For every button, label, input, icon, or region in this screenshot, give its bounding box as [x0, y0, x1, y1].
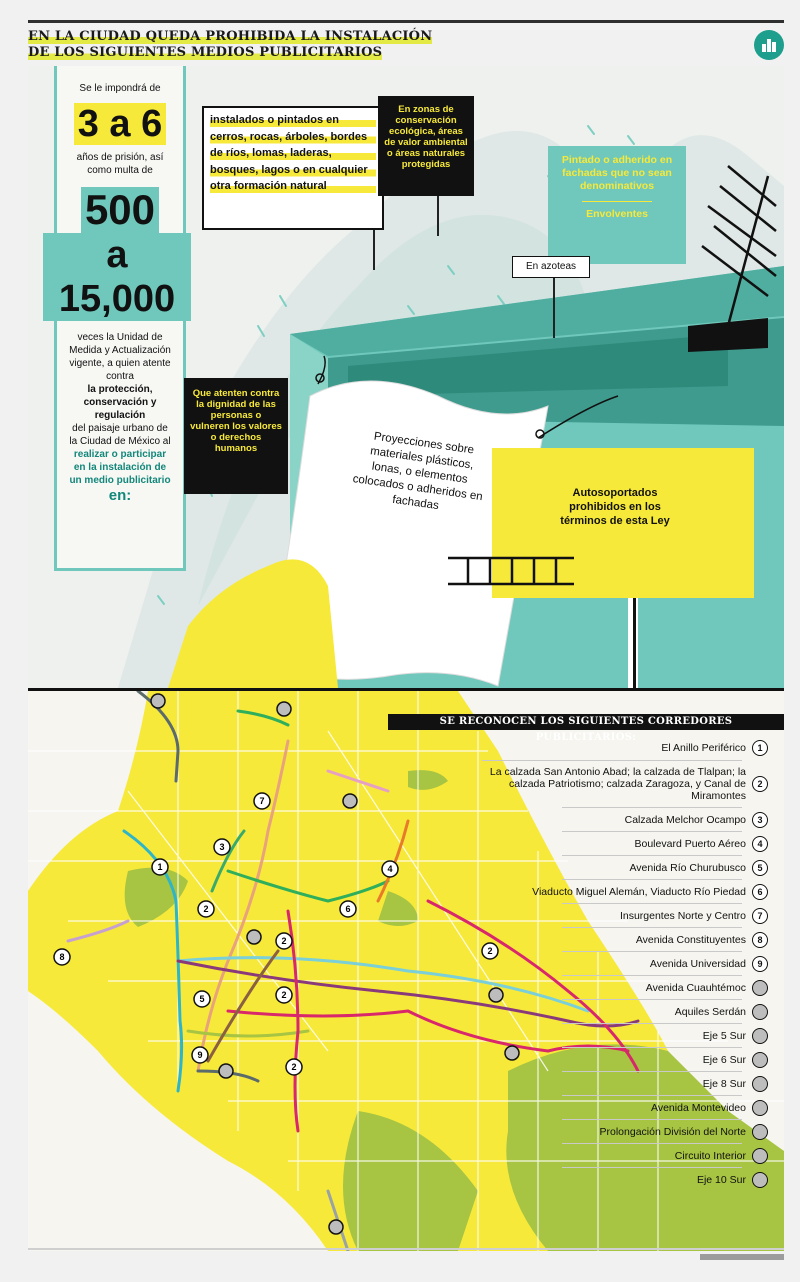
legend-item-label: Viaducto Miguel Alemán, Viaducto Río Piedad	[532, 886, 746, 898]
legend-divider	[562, 927, 742, 928]
legend-item-label: Eje 10 Sur	[696, 1174, 746, 1186]
legend-item	[625, 812, 768, 828]
sign-pole	[437, 196, 439, 236]
legend-item-label: Insurgentes Norte y Centro	[619, 910, 746, 922]
map-badge-9	[192, 1047, 208, 1063]
legend-divider	[562, 1047, 742, 1048]
map-badge-label: 2	[281, 936, 287, 946]
legend-item-label: Avenida Constituyentes	[635, 934, 746, 946]
legend-item-badge: 8	[752, 932, 768, 948]
map-badge-label: 7	[259, 796, 265, 806]
self-supported-sign: Autosoportados prohibidos en los términos de esta Ley	[560, 487, 670, 527]
legend-item-badge	[752, 1004, 768, 1020]
legend-item-label: Avenida Universidad	[649, 958, 746, 970]
map-badge-2	[198, 901, 214, 917]
legend-item-label: Avenida Río Churubusco	[629, 862, 746, 874]
fine-max: a 15,000	[43, 233, 191, 321]
map-badge-6	[340, 901, 356, 917]
legend-item-badge: 1	[752, 740, 768, 756]
legend-item-badge	[752, 1148, 768, 1164]
projections-sign: Proyecciones sobre materiales plásticos, lonas, o elementos colocados o adheridos en fachadas	[351, 430, 484, 513]
legend-item-badge	[752, 1124, 768, 1140]
legend-item	[600, 1124, 769, 1140]
bar-chart-icon	[754, 30, 784, 60]
map-badge-8	[54, 949, 70, 965]
protection-text: la protección, conservación y regulación	[83, 384, 157, 421]
legend-divider	[562, 1095, 742, 1096]
envelopes-text: Envolventes	[586, 208, 648, 220]
fine-min: 500	[81, 187, 159, 233]
map-badge-2	[276, 933, 292, 949]
legend-item-badge	[752, 1100, 768, 1116]
legend-divider	[562, 1119, 742, 1120]
legend-item-label: Aquiles Serdán	[674, 1006, 746, 1018]
map-badge-label: 1	[157, 862, 163, 872]
sign-pole	[553, 278, 555, 338]
legend-item	[675, 1004, 768, 1020]
map-badge-2	[482, 943, 498, 959]
legend-item	[486, 766, 768, 802]
legend-item-badge	[752, 1052, 768, 1068]
legend-divider	[482, 760, 742, 761]
legend-item	[703, 1028, 768, 1044]
map-badge-4	[382, 861, 398, 877]
legend-item-badge: 2	[752, 776, 768, 792]
map-badge-label: 8	[59, 952, 65, 962]
legend-item-label: El Anillo Periférico	[661, 742, 746, 754]
legend-item	[651, 1100, 768, 1116]
legend-divider	[562, 855, 742, 856]
map-badge-3	[214, 839, 230, 855]
legend-divider	[562, 1143, 742, 1144]
intro-text: Se le impondrá de	[79, 83, 161, 94]
title-line-2: DE LOS SIGUIENTES MEDIOS PUBLICITARIOS	[28, 45, 383, 60]
header	[28, 20, 784, 68]
legend-item	[703, 1052, 768, 1068]
map-badge-7	[254, 793, 270, 809]
legend-item-badge: 7	[752, 908, 768, 924]
map-badge-label: 4	[387, 864, 393, 874]
map-badge-2	[276, 987, 292, 1003]
map-badge-label: 2	[291, 1062, 297, 1072]
urban-text: del paisaje urbano de la Ciudad de México al	[69, 423, 171, 447]
sign-pole	[373, 230, 375, 270]
natural-formations-text: instalados o pintados en cerros, rocas, árboles, bordes de ríos, lomas, laderas, bosques, lagos o en cualquier otra formación natural	[210, 112, 376, 195]
map-badge-label: 5	[199, 994, 205, 1004]
legend-divider	[562, 1071, 742, 1072]
legend-item-badge: 3	[752, 812, 768, 828]
legend-divider	[562, 831, 742, 832]
legend-divider	[562, 975, 742, 976]
legend-item-badge	[752, 1028, 768, 1044]
legend-item	[650, 956, 768, 972]
scroll-indicator[interactable]	[700, 1254, 784, 1260]
legend-item	[646, 980, 768, 996]
legend-item-label: Eje 5 Sur	[702, 1030, 746, 1042]
legend-item-badge: 4	[752, 836, 768, 852]
legend-item-label: Avenida Montevideo	[651, 1102, 746, 1114]
legend-item	[532, 884, 768, 900]
legend-item-label: Eje 6 Sur	[702, 1054, 746, 1066]
legend-divider	[562, 903, 742, 904]
map-badge-2	[286, 1059, 302, 1075]
map-badge-label: 2	[281, 990, 287, 1000]
legend-item-label: La calzada San Antonio Abad; la calzada de Tlalpan; la calzada Patriotismo; calzada Zaragoza, y Canal de Miramontes	[489, 766, 746, 802]
legend-item-badge	[752, 980, 768, 996]
title-line-1: EN LA CIUDAD QUEDA PROHIBIDA LA INSTALACIÓN	[28, 29, 433, 44]
conservation-sign: En zonas de conservación ecológica, áreas de valor ambiental o áreas naturales protegidas	[378, 96, 474, 196]
en-text: en:	[108, 487, 132, 504]
legend-item-label: Eje 8 Sur	[702, 1078, 746, 1090]
legend-item	[636, 932, 768, 948]
sentence-panel	[54, 66, 186, 571]
legend-item	[661, 740, 768, 756]
years-range: 3 a 6	[74, 103, 167, 145]
legend-item	[697, 1172, 768, 1188]
map-badge-label: 2	[203, 904, 209, 914]
legend-item	[635, 836, 769, 852]
map-badge-label: 6	[345, 904, 351, 914]
legend-divider	[562, 951, 742, 952]
natural-formations-sign	[202, 106, 384, 230]
legend-item	[620, 908, 768, 924]
dignity-sign: Que atenten contra la dignidad de las personas o vulneren los valores o derechos humanos	[184, 378, 288, 494]
legend-title: SE RECONOCEN LOS SIGUIENTES CORREDORES PUBLICITARIOS:	[388, 714, 784, 730]
years-text: años de prisión, así como multa de	[76, 152, 164, 176]
legend-divider	[562, 879, 742, 880]
facades-sign	[548, 146, 686, 264]
legend-item-label: Calzada Melchor Ocampo	[624, 814, 746, 826]
legend-item-badge: 5	[752, 860, 768, 876]
legend-item	[703, 1076, 768, 1092]
map-badge-1	[152, 859, 168, 875]
footer-divider	[28, 1248, 784, 1250]
facades-text: Pintado o adherido en fachadas que no sean denominativos	[561, 154, 673, 192]
map-badge-5	[194, 991, 210, 1007]
legend-divider	[562, 999, 742, 1000]
legend-item-label: Prolongación División del Norte	[599, 1126, 746, 1138]
legend-divider	[562, 807, 742, 808]
action-text: realizar o participar en la instalación de un medio publicitario	[69, 449, 171, 486]
map-badge-label: 9	[197, 1050, 203, 1060]
rooftops-sign: En azoteas	[512, 256, 590, 278]
legend-item-label: Circuito Interior	[674, 1150, 746, 1162]
map-badge-label: 2	[487, 946, 493, 956]
legend-item-label: Boulevard Puerto Aéreo	[634, 838, 746, 850]
legend-divider	[562, 1167, 742, 1168]
legend-item-badge: 6	[752, 884, 768, 900]
legend-item-label: Avenida Cuauhtémoc	[645, 982, 746, 994]
legend-item-badge	[752, 1172, 768, 1188]
legend-divider	[562, 1023, 742, 1024]
legend-item	[629, 860, 768, 876]
legend-item-badge: 9	[752, 956, 768, 972]
legend-item-badge	[752, 1076, 768, 1092]
unit-text: veces la Unidad de Medida y Actualización vigente, a quien atente contra	[69, 332, 171, 382]
legend-item	[675, 1148, 768, 1164]
map-badge-label: 3	[219, 842, 225, 852]
